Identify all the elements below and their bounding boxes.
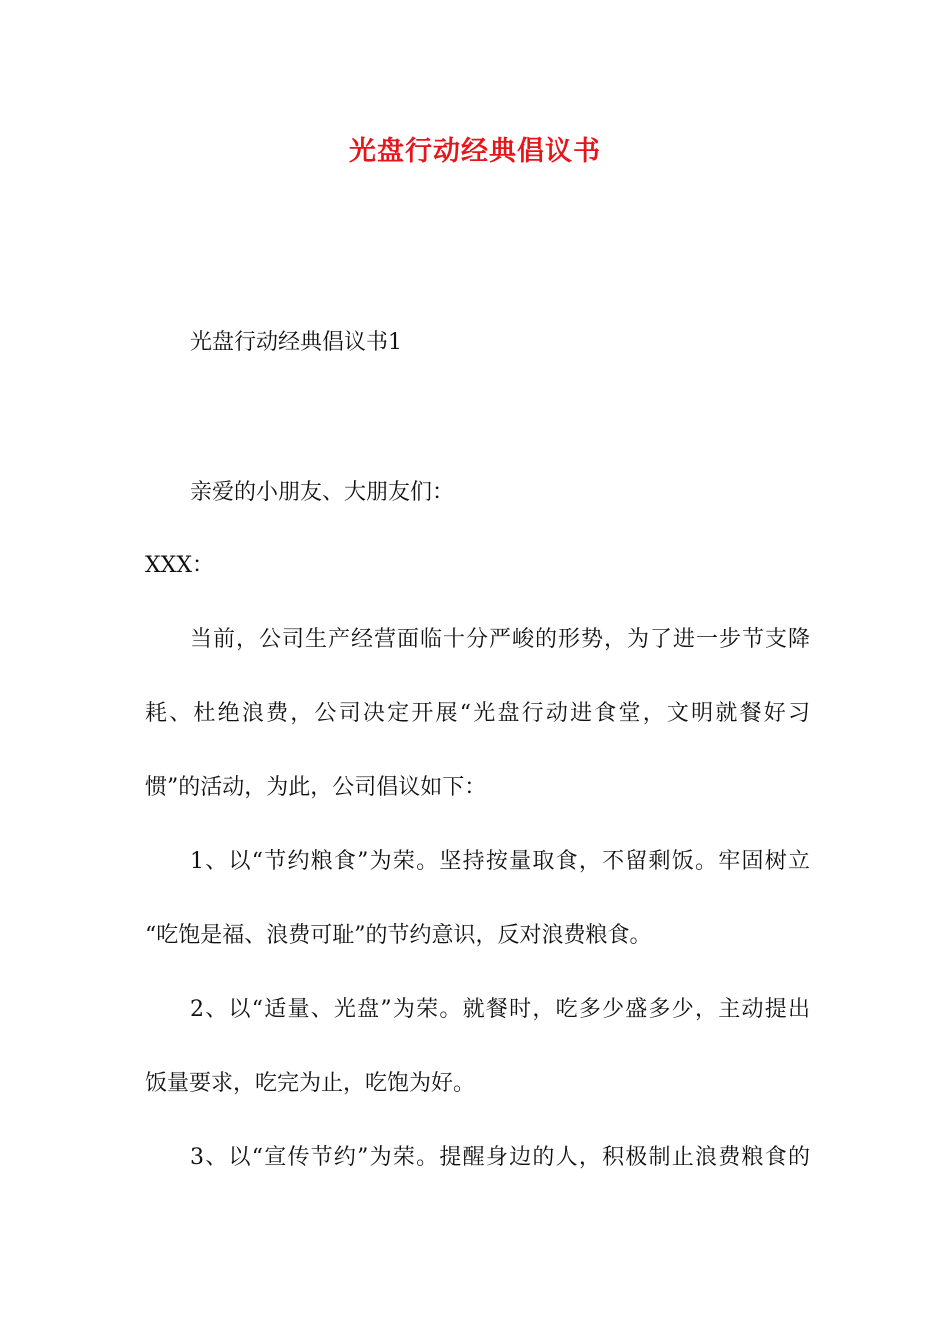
list-item-line: 2、以“适量、光盘”为荣。就餐时，吃多少盛多少，主动提出 (190, 997, 810, 1022)
addressee: XXX： (145, 553, 214, 578)
paragraph-line: 惯”的活动，为此，公司倡议如下： (145, 775, 487, 800)
paragraph-line: 耗、杜绝浪费，公司决定开展“光盘行动进食堂，文明就餐好习 (145, 701, 810, 726)
list-item-line: 3、以“宣传节约”为荣。提醒身边的人，积极制止浪费粮食的 (190, 1145, 810, 1170)
salutation: 亲爱的小朋友、大朋友们： (190, 480, 455, 505)
list-item-line: 1、以“节约粮食”为荣。坚持按量取食，不留剩饭。牢固树立 (190, 849, 810, 874)
section-heading: 光盘行动经典倡议书1 (190, 330, 402, 355)
list-item-line: “吃饱是福、浪费可耻”的节约意识，反对浪费粮食。 (145, 923, 652, 948)
document-title: 光盘行动经典倡议书 (349, 136, 601, 167)
paragraph-line: 当前，公司生产经营面临十分严峻的形势，为了进一步节支降 (190, 627, 810, 652)
list-item-line: 饭量要求，吃完为止，吃饱为好。 (145, 1071, 476, 1096)
